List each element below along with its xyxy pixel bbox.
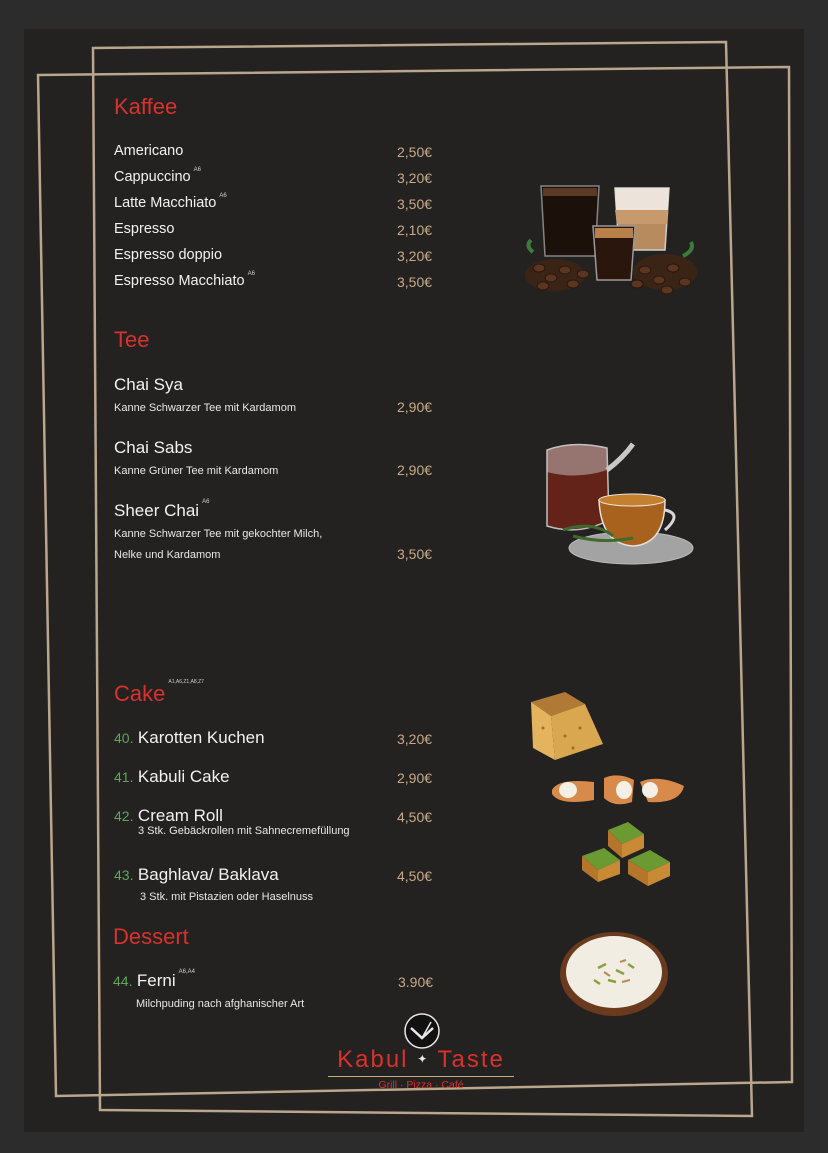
allergen-label: A6 [202, 499, 210, 505]
menu-item-name: Kabuli Cake [137, 767, 230, 786]
brand-logo-icon [403, 1012, 441, 1050]
item-number: 41. [114, 769, 134, 785]
menu-item-name: Americano [114, 143, 184, 159]
cream-roll-image [548, 768, 688, 810]
menu-item-description: Kanne Schwarzer Tee mit Kardamom [114, 402, 296, 414]
menu-item-price: 3,50€ [397, 274, 433, 290]
menu-item-price: 3.90€ [398, 974, 434, 990]
item-number: 43. [114, 867, 134, 883]
allergen-label: A6,A4 [178, 969, 196, 975]
menu-item [114, 865, 279, 885]
allergen-label: A6 [247, 271, 255, 277]
menu-item-price: 2,90€ [397, 399, 433, 415]
item-number: 44. [113, 973, 133, 989]
menu-item-description: 3 Stk. mit Pistazien oder Haselnuss [140, 891, 314, 903]
menu-item-description: Milchpuding nach afghanischer Art [136, 998, 305, 1010]
menu-item [114, 806, 223, 826]
menu-item [114, 728, 265, 748]
menu-item-price: 2,90€ [397, 770, 433, 786]
baklava-image [578, 820, 674, 890]
menu-item-price: 3,50€ [397, 546, 433, 562]
menu-item-name: Ferni [136, 971, 176, 990]
allergen-label: A6 [193, 167, 201, 173]
ferni-bowl-image [558, 928, 670, 1018]
menu-item-name: Latte Macchiato $^{A6}$ [114, 193, 227, 211]
allergen-label: A6 [219, 193, 227, 199]
tea-pot-image [543, 440, 698, 572]
menu-item-name: Espresso doppio [114, 247, 223, 263]
menu-item-price: 3,20€ [397, 248, 433, 264]
menu-item-name: Baghlava/ Baklava [137, 865, 279, 884]
menu-item-name: Cappuccino $^{A6}$ [114, 167, 201, 185]
item-number: 42. [114, 808, 134, 824]
menu-item-name: Espresso Macchiato $^{A6}$ [114, 271, 255, 289]
menu-item-price: 4,50€ [397, 809, 433, 825]
menu-item-name: Espresso [114, 221, 175, 237]
menu-item-price: 2,50€ [397, 144, 433, 160]
carrot-cake-image [525, 688, 607, 762]
brand-name: Kabul ✦ Taste [337, 1046, 505, 1073]
brand-tagline: Grill · Pizza · Café [378, 1079, 464, 1091]
menu-item-price: 3,20€ [397, 731, 433, 747]
menu-item-name: Chai Sya [114, 375, 183, 394]
menu-item-description: Nelke und Kardamom [114, 549, 221, 561]
section-title-cake: Cake $^{A1,A6,Z1,A8,Z7}$ [114, 679, 204, 706]
menu-item-description: Kanne Schwarzer Tee mit gekochter Milch, [114, 528, 323, 540]
menu-item-price: 4,50€ [397, 868, 433, 884]
menu-item-price: 2,90€ [397, 462, 433, 478]
menu-item-description: 3 Stk. Gebäckrollen mit Sahnecremefüllung [138, 825, 350, 837]
coffee-cups-image [525, 180, 700, 302]
allergen-label: A1,A6,Z1,A8,Z7 [168, 679, 204, 685]
section-title-dessert: Dessert [113, 924, 189, 949]
menu-item-description: Kanne Grüner Tee mit Kardamom [114, 465, 279, 477]
menu-item-price: 3,50€ [397, 196, 433, 212]
menu-item-name: Karotten Kuchen [137, 728, 265, 747]
menu-item-price: 3,20€ [397, 170, 433, 186]
brand-divider [328, 1076, 514, 1077]
menu-item-name: Sheer Chai $^{A6}$ [114, 499, 210, 520]
section-title-tee: Tee [114, 327, 150, 352]
menu-item [114, 767, 230, 787]
menu-item-name: Chai Sabs [114, 438, 193, 457]
section-title-kaffee: Kaffee [114, 94, 178, 119]
item-number: 40. [114, 730, 134, 746]
menu-item-name: Cream Roll [137, 806, 223, 825]
menu-item [113, 971, 195, 991]
menu-item-price: 2,10€ [397, 222, 433, 238]
